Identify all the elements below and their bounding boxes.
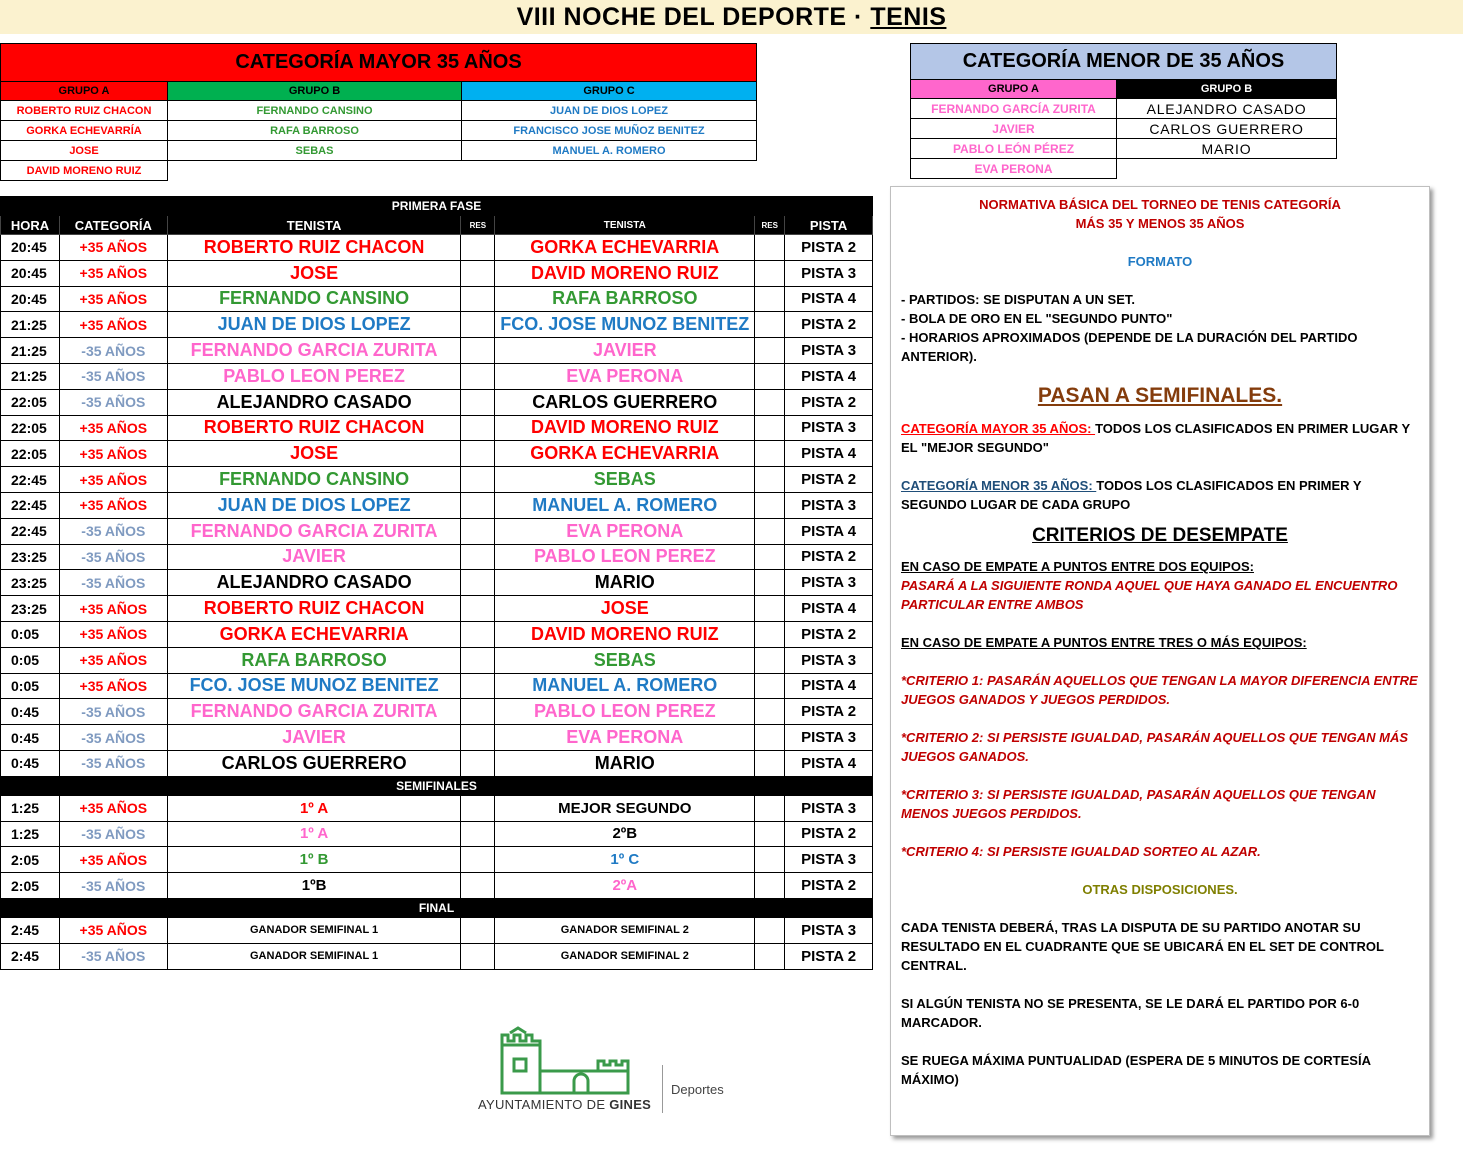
match-categoria: +35 AÑOS: [59, 467, 167, 493]
match-pista: PISTA 2: [785, 873, 873, 899]
match-row: [1, 363, 873, 389]
match-pista: PISTA 2: [785, 821, 873, 847]
col-res-1: RES: [461, 216, 495, 235]
match-row: [1, 647, 873, 673]
match-pista: PISTA 3: [785, 795, 873, 821]
match-player-2: EVA PERONA: [495, 363, 755, 389]
rules-heading-line1: NORMATIVA BÁSICA DEL TORNEO DE TENIS CATEGORÍA: [979, 197, 1341, 212]
match-player-2: MANUEL A. ROMERO: [495, 492, 755, 518]
match-categoria: -35 AÑOS: [59, 725, 167, 751]
match-player-2: PABLO LEON PEREZ: [495, 699, 755, 725]
mayor-c-player: MANUEL A. ROMERO: [462, 141, 757, 161]
match-categoria: +35 AÑOS: [59, 795, 167, 821]
otras-item-1: CADA TENISTA DEBERÁ, TRAS LA DISPUTA DE SU PARTIDO ANOTAR SU RESULTADO EN EL CUADRANTE QUE SE UBICARÁ EN EL SET DE CONTROL CENTRAL.: [901, 920, 1384, 973]
match-res-1: [461, 467, 495, 493]
schedule-table: [0, 196, 873, 970]
match-res-2: [755, 647, 785, 673]
match-categoria: +35 AÑOS: [59, 673, 167, 699]
col-hora: HORA: [1, 216, 60, 235]
match-res-1: [461, 750, 495, 776]
match-row: [1, 847, 873, 873]
match-player-2: SEBAS: [495, 647, 755, 673]
match-res-2: [755, 673, 785, 699]
match-player-2: GORKA ECHEVARRIA: [495, 235, 755, 261]
match-hora: 0:05: [1, 621, 60, 647]
match-pista: PISTA 3: [785, 338, 873, 364]
match-res-1: [461, 847, 495, 873]
match-player-2: GANADOR SEMIFINAL 2: [495, 917, 755, 943]
match-player-1: FERNANDO CANSINO: [167, 467, 461, 493]
match-hora: 22:45: [1, 467, 60, 493]
match-row: [1, 441, 873, 467]
match-row: [1, 943, 873, 969]
match-hora: 0:45: [1, 699, 60, 725]
match-player-1: JUAN DE DIOS LOPEZ: [167, 492, 461, 518]
match-player-1: FCO. JOSE MUNOZ BENITEZ: [167, 673, 461, 699]
match-categoria: +35 AÑOS: [59, 847, 167, 873]
match-row: [1, 725, 873, 751]
rules-panel: [890, 186, 1430, 1136]
match-player-2: 1º C: [495, 847, 755, 873]
match-res-1: [461, 260, 495, 286]
menor-group-a-header: GRUPO A: [911, 80, 1117, 99]
match-hora: 22:45: [1, 518, 60, 544]
col-res-2: RES: [755, 216, 785, 235]
match-player-1: JAVIER: [167, 725, 461, 751]
menor-rule-label: CATEGORÍA MENOR 35 AÑOS:: [901, 478, 1097, 493]
match-res-2: [755, 415, 785, 441]
match-player-2: PABLO LEON PEREZ: [495, 544, 755, 570]
col-pista: PISTA: [785, 216, 873, 235]
match-player-1: ROBERTO RUIZ CHACON: [167, 415, 461, 441]
castle-icon: [478, 1025, 638, 1095]
match-player-1: CARLOS GUERRERO: [167, 750, 461, 776]
match-player-1: 1º A: [167, 821, 461, 847]
logo-deportes: Deportes: [671, 1082, 724, 1097]
match-player-1: GORKA ECHEVARRIA: [167, 621, 461, 647]
match-pista: PISTA 3: [785, 847, 873, 873]
match-res-2: [755, 821, 785, 847]
match-categoria: -35 AÑOS: [59, 821, 167, 847]
match-row: [1, 570, 873, 596]
section-semifinales: SEMIFINALES: [1, 776, 873, 795]
criterio-4: *CRITERIO 4: SI PERSISTE IGUALDAD SORTEO AL AZAR.: [901, 844, 1261, 859]
match-hora: 2:05: [1, 873, 60, 899]
match-player-2: EVA PERONA: [495, 518, 755, 544]
mayor-a-player: JOSE: [1, 141, 168, 161]
match-res-1: [461, 795, 495, 821]
mayor-c-player: JUAN DE DIOS LOPEZ: [462, 101, 757, 121]
match-categoria: +35 AÑOS: [59, 235, 167, 261]
match-res-1: [461, 338, 495, 364]
match-row: [1, 699, 873, 725]
match-player-2: RAFA BARROSO: [495, 286, 755, 312]
match-player-2: FCO. JOSE MUNOZ BENITEZ: [495, 312, 755, 338]
match-hora: 21:25: [1, 363, 60, 389]
match-hora: 2:45: [1, 917, 60, 943]
schedule-body: [1, 197, 873, 970]
otras-item-2: SI ALGÚN TENISTA NO SE PRESENTA, SE LE DARÁ EL PARTIDO POR 6-0 MARCADOR.: [901, 996, 1360, 1030]
match-player-1: ROBERTO RUIZ CHACON: [167, 235, 461, 261]
match-categoria: +35 AÑOS: [59, 286, 167, 312]
match-row: [1, 389, 873, 415]
match-res-1: [461, 673, 495, 699]
match-hora: 20:45: [1, 260, 60, 286]
match-player-1: FERNANDO CANSINO: [167, 286, 461, 312]
match-row: [1, 312, 873, 338]
match-res-1: [461, 917, 495, 943]
match-player-2: GORKA ECHEVARRIA: [495, 441, 755, 467]
match-pista: PISTA 2: [785, 389, 873, 415]
match-pista: PISTA 2: [785, 699, 873, 725]
match-res-1: [461, 943, 495, 969]
match-player-1: JAVIER: [167, 544, 461, 570]
match-res-2: [755, 847, 785, 873]
section-final: FINAL: [1, 898, 873, 917]
match-res-2: [755, 570, 785, 596]
otras-item-3: SE RUEGA MÁXIMA PUNTUALIDAD (ESPERA DE 5 MINUTOS DE CORTESÍA MÁXIMO): [901, 1053, 1371, 1087]
rules-heading-line2: MÁS 35 Y MENOS 35 AÑOS: [1075, 216, 1245, 231]
match-categoria: -35 AÑOS: [59, 389, 167, 415]
match-pista: PISTA 4: [785, 363, 873, 389]
col-tenista-2: TENISTA: [495, 216, 755, 235]
empate-tres-heading: EN CASO DE EMPATE A PUNTOS ENTRE TRES O MÁS EQUIPOS:: [901, 635, 1307, 650]
match-player-2: JOSE: [495, 596, 755, 622]
menor-group-b-header: GRUPO B: [1117, 80, 1337, 99]
match-player-2: MARIO: [495, 750, 755, 776]
match-player-1: ALEJANDRO CASADO: [167, 570, 461, 596]
match-row: [1, 544, 873, 570]
match-res-2: [755, 235, 785, 261]
criterio-1: *CRITERIO 1: PASARÁN AQUELLOS QUE TENGAN LA MAYOR DIFERENCIA ENTRE JUEGOS GANADOS Y JUEGOS PERDIDOS.: [901, 673, 1418, 707]
match-player-2: GANADOR SEMIFINAL 2: [495, 943, 755, 969]
match-categoria: -35 AÑOS: [59, 518, 167, 544]
match-res-2: [755, 492, 785, 518]
match-player-1: RAFA BARROSO: [167, 647, 461, 673]
match-res-2: [755, 363, 785, 389]
match-row: [1, 338, 873, 364]
match-res-2: [755, 312, 785, 338]
match-player-2: MANUEL A. ROMERO: [495, 673, 755, 699]
match-res-1: [461, 312, 495, 338]
mayor-b-player: SEBAS: [168, 141, 462, 161]
match-res-1: [461, 441, 495, 467]
match-player-1: GANADOR SEMIFINAL 1: [167, 943, 461, 969]
match-row: [1, 518, 873, 544]
match-row: [1, 821, 873, 847]
format-item: - HORARIOS APROXIMADOS (DEPENDE DE LA DURACIÓN DEL PARTIDO ANTERIOR).: [901, 330, 1358, 364]
match-pista: PISTA 3: [785, 260, 873, 286]
col-categoria: CATEGORÍA: [59, 216, 167, 235]
match-hora: 20:45: [1, 235, 60, 261]
match-player-1: JUAN DE DIOS LOPEZ: [167, 312, 461, 338]
section-primera-fase: PRIMERA FASE: [1, 197, 873, 216]
mayor-b-player: RAFA BARROSO: [168, 121, 462, 141]
match-res-2: [755, 518, 785, 544]
match-res-1: [461, 415, 495, 441]
logo-divider: [662, 1065, 663, 1113]
mayor-groups-table: [0, 43, 757, 181]
mayor-rule-label: CATEGORÍA MAYOR 35 AÑOS:: [901, 421, 1096, 436]
menor-rule-text: TODOS LOS CLASIFICADOS EN PRIMER Y SEGUNDO LUGAR DE CADA GRUPO: [901, 478, 1362, 512]
match-pista: PISTA 2: [785, 544, 873, 570]
match-hora: 23:25: [1, 544, 60, 570]
match-categoria: -35 AÑOS: [59, 570, 167, 596]
match-categoria: +35 AÑOS: [59, 441, 167, 467]
match-player-2: 2ºB: [495, 821, 755, 847]
match-res-2: [755, 750, 785, 776]
match-player-1: JOSE: [167, 441, 461, 467]
match-row: [1, 917, 873, 943]
menor-b-player: CARLOS GUERRERO: [1117, 119, 1337, 139]
match-categoria: +35 AÑOS: [59, 917, 167, 943]
otras-heading: OTRAS DISPOSICIONES.: [1082, 882, 1238, 897]
page-title: [0, 0, 1463, 34]
match-hora: 2:45: [1, 943, 60, 969]
match-player-2: DAVID MORENO RUIZ: [495, 260, 755, 286]
match-res-2: [755, 943, 785, 969]
match-hora: 22:05: [1, 389, 60, 415]
match-res-1: [461, 492, 495, 518]
criterio-2: *CRITERIO 2: SI PERSISTE IGUALDAD, PASARÁN AQUELLOS QUE TENGAN MÁS JUEGOS GANADOS.: [901, 730, 1409, 764]
mayor-c-player: FRANCISCO JOSE MUÑOZ BENITEZ: [462, 121, 757, 141]
match-res-1: [461, 235, 495, 261]
title-sport: TENIS: [870, 3, 947, 31]
menor-groups-table: [910, 43, 1337, 179]
match-row: [1, 795, 873, 821]
format-item: - BOLA DE ORO EN EL "SEGUNDO PUNTO": [901, 311, 1173, 326]
match-hora: 1:25: [1, 795, 60, 821]
match-hora: 22:45: [1, 492, 60, 518]
match-res-1: [461, 821, 495, 847]
match-res-1: [461, 570, 495, 596]
criterio-3: *CRITERIO 3: SI PERSISTE IGUALDAD, PASARÁN AQUELLOS QUE TENGAN MENOS JUEGOS PERDIDOS.: [901, 787, 1376, 821]
match-player-1: ALEJANDRO CASADO: [167, 389, 461, 415]
match-res-2: [755, 389, 785, 415]
match-pista: PISTA 4: [785, 596, 873, 622]
match-res-1: [461, 621, 495, 647]
match-categoria: -35 AÑOS: [59, 943, 167, 969]
match-res-1: [461, 389, 495, 415]
match-hora: 2:05: [1, 847, 60, 873]
empty-cell: [462, 161, 757, 181]
match-row: [1, 492, 873, 518]
match-row: [1, 467, 873, 493]
match-hora: 20:45: [1, 286, 60, 312]
menor-b-player: ALEJANDRO CASADO: [1117, 99, 1337, 119]
match-res-2: [755, 544, 785, 570]
match-res-1: [461, 873, 495, 899]
match-player-2: MARIO: [495, 570, 755, 596]
mayor-rule: [901, 419, 1419, 457]
match-player-2: JAVIER: [495, 338, 755, 364]
match-categoria: +35 AÑOS: [59, 312, 167, 338]
match-res-2: [755, 917, 785, 943]
match-pista: PISTA 2: [785, 621, 873, 647]
match-player-1: ROBERTO RUIZ CHACON: [167, 596, 461, 622]
match-player-1: 1º A: [167, 795, 461, 821]
match-pista: PISTA 3: [785, 725, 873, 751]
match-hora: 0:45: [1, 725, 60, 751]
menor-a-player: FERNANDO GARCÍA ZURITA: [911, 99, 1117, 119]
menor-rule: [901, 476, 1419, 514]
match-row: [1, 673, 873, 699]
match-categoria: +35 AÑOS: [59, 596, 167, 622]
match-row: [1, 286, 873, 312]
match-player-2: 2ºA: [495, 873, 755, 899]
match-row: [1, 750, 873, 776]
match-res-2: [755, 338, 785, 364]
match-hora: 21:25: [1, 312, 60, 338]
match-pista: PISTA 2: [785, 943, 873, 969]
match-row: [1, 235, 873, 261]
match-player-1: GANADOR SEMIFINAL 1: [167, 917, 461, 943]
match-res-2: [755, 441, 785, 467]
match-pista: PISTA 2: [785, 235, 873, 261]
mayor-heading: CATEGORÍA MAYOR 35 AÑOS: [1, 44, 757, 82]
match-categoria: -35 AÑOS: [59, 699, 167, 725]
match-row: [1, 415, 873, 441]
match-res-2: [755, 286, 785, 312]
menor-b-player: MARIO: [1117, 139, 1337, 159]
match-res-1: [461, 647, 495, 673]
match-res-2: [755, 260, 785, 286]
match-row: [1, 621, 873, 647]
match-pista: PISTA 4: [785, 518, 873, 544]
match-player-1: PABLO LEON PEREZ: [167, 363, 461, 389]
match-pista: PISTA 4: [785, 673, 873, 699]
match-pista: PISTA 4: [785, 286, 873, 312]
match-hora: 23:25: [1, 596, 60, 622]
menor-a-player: JAVIER: [911, 119, 1117, 139]
match-res-1: [461, 596, 495, 622]
empty-cell: [1117, 159, 1337, 179]
match-res-1: [461, 544, 495, 570]
match-hora: 22:05: [1, 441, 60, 467]
match-player-1: 1ºB: [167, 873, 461, 899]
menor-a-player: EVA PERONA: [911, 159, 1117, 179]
match-hora: 1:25: [1, 821, 60, 847]
mayor-group-a-header: GRUPO A: [1, 82, 168, 101]
match-hora: 23:25: [1, 570, 60, 596]
semifinales-heading: PASAN A SEMIFINALES.: [1037, 384, 1283, 407]
match-categoria: +35 AÑOS: [59, 415, 167, 441]
match-pista: PISTA 2: [785, 467, 873, 493]
match-pista: PISTA 3: [785, 917, 873, 943]
match-pista: PISTA 3: [785, 492, 873, 518]
match-categoria: -35 AÑOS: [59, 750, 167, 776]
match-player-2: DAVID MORENO RUIZ: [495, 621, 755, 647]
match-hora: 0:45: [1, 750, 60, 776]
empate-dos-heading: EN CASO DE EMPATE A PUNTOS ENTRE DOS EQUIPOS:: [901, 559, 1254, 574]
match-categoria: +35 AÑOS: [59, 260, 167, 286]
empate-dos-text: PASARÁ A LA SIGUIENTE RONDA AQUEL QUE HAYA GANADO EL ENCUENTRO PARTICULAR ENTRE AMBOS: [901, 578, 1398, 612]
match-pista: PISTA 4: [785, 441, 873, 467]
match-res-1: [461, 518, 495, 544]
ayuntamiento-logo: [478, 1025, 738, 1120]
match-res-2: [755, 795, 785, 821]
match-categoria: -35 AÑOS: [59, 363, 167, 389]
match-pista: PISTA 3: [785, 415, 873, 441]
match-hora: 0:05: [1, 647, 60, 673]
formato-heading: FORMATO: [1127, 254, 1193, 269]
match-res-2: [755, 621, 785, 647]
match-res-2: [755, 596, 785, 622]
match-player-1: FERNANDO GARCIA ZURITA: [167, 338, 461, 364]
match-row: [1, 596, 873, 622]
match-hora: 0:05: [1, 673, 60, 699]
match-res-2: [755, 725, 785, 751]
mayor-a-player: DAVID MORENO RUIZ: [1, 161, 168, 181]
match-categoria: -35 AÑOS: [59, 873, 167, 899]
match-res-1: [461, 699, 495, 725]
match-row: [1, 260, 873, 286]
match-res-2: [755, 873, 785, 899]
mayor-group-b-header: GRUPO B: [168, 82, 462, 101]
title-text: VIII NOCHE DEL DEPORTE ·: [516, 3, 871, 31]
criterios-heading: CRITERIOS DE DESEMPATE: [1032, 525, 1288, 546]
match-pista: PISTA 3: [785, 647, 873, 673]
match-player-2: MEJOR SEGUNDO: [495, 795, 755, 821]
match-categoria: -35 AÑOS: [59, 338, 167, 364]
match-player-1: JOSE: [167, 260, 461, 286]
match-player-2: EVA PERONA: [495, 725, 755, 751]
match-pista: PISTA 2: [785, 312, 873, 338]
mayor-b-player: FERNANDO CANSINO: [168, 101, 462, 121]
match-player-1: FERNANDO GARCIA ZURITA: [167, 518, 461, 544]
menor-heading: CATEGORÍA MENOR DE 35 AÑOS: [911, 44, 1337, 80]
match-res-1: [461, 363, 495, 389]
match-res-2: [755, 467, 785, 493]
match-player-1: 1º B: [167, 847, 461, 873]
menor-a-player: PABLO LEÓN PÉREZ: [911, 139, 1117, 159]
mayor-a-player: ROBERTO RUIZ CHACON: [1, 101, 168, 121]
mayor-a-player: GORKA ECHEVARRÍA: [1, 121, 168, 141]
match-pista: PISTA 4: [785, 750, 873, 776]
match-categoria: -35 AÑOS: [59, 544, 167, 570]
mayor-group-c-header: GRUPO C: [462, 82, 757, 101]
match-res-1: [461, 286, 495, 312]
match-categoria: +35 AÑOS: [59, 492, 167, 518]
logo-text: AYUNTAMIENTO DE GINES: [478, 1097, 652, 1112]
match-player-2: DAVID MORENO RUIZ: [495, 415, 755, 441]
match-player-2: SEBAS: [495, 467, 755, 493]
match-categoria: +35 AÑOS: [59, 621, 167, 647]
match-pista: PISTA 3: [785, 570, 873, 596]
match-row: [1, 873, 873, 899]
match-res-1: [461, 725, 495, 751]
match-hora: 21:25: [1, 338, 60, 364]
col-tenista-1: TENISTA: [167, 216, 461, 235]
empty-cell: [168, 161, 462, 181]
mayor-rule-text: TODOS LOS CLASIFICADOS EN PRIMER LUGAR Y EL "MEJOR SEGUNDO": [901, 421, 1410, 455]
match-player-2: CARLOS GUERRERO: [495, 389, 755, 415]
match-categoria: +35 AÑOS: [59, 647, 167, 673]
match-res-2: [755, 699, 785, 725]
match-player-1: FERNANDO GARCIA ZURITA: [167, 699, 461, 725]
match-hora: 22:05: [1, 415, 60, 441]
format-item: - PARTIDOS: SE DISPUTAN A UN SET.: [901, 292, 1136, 307]
